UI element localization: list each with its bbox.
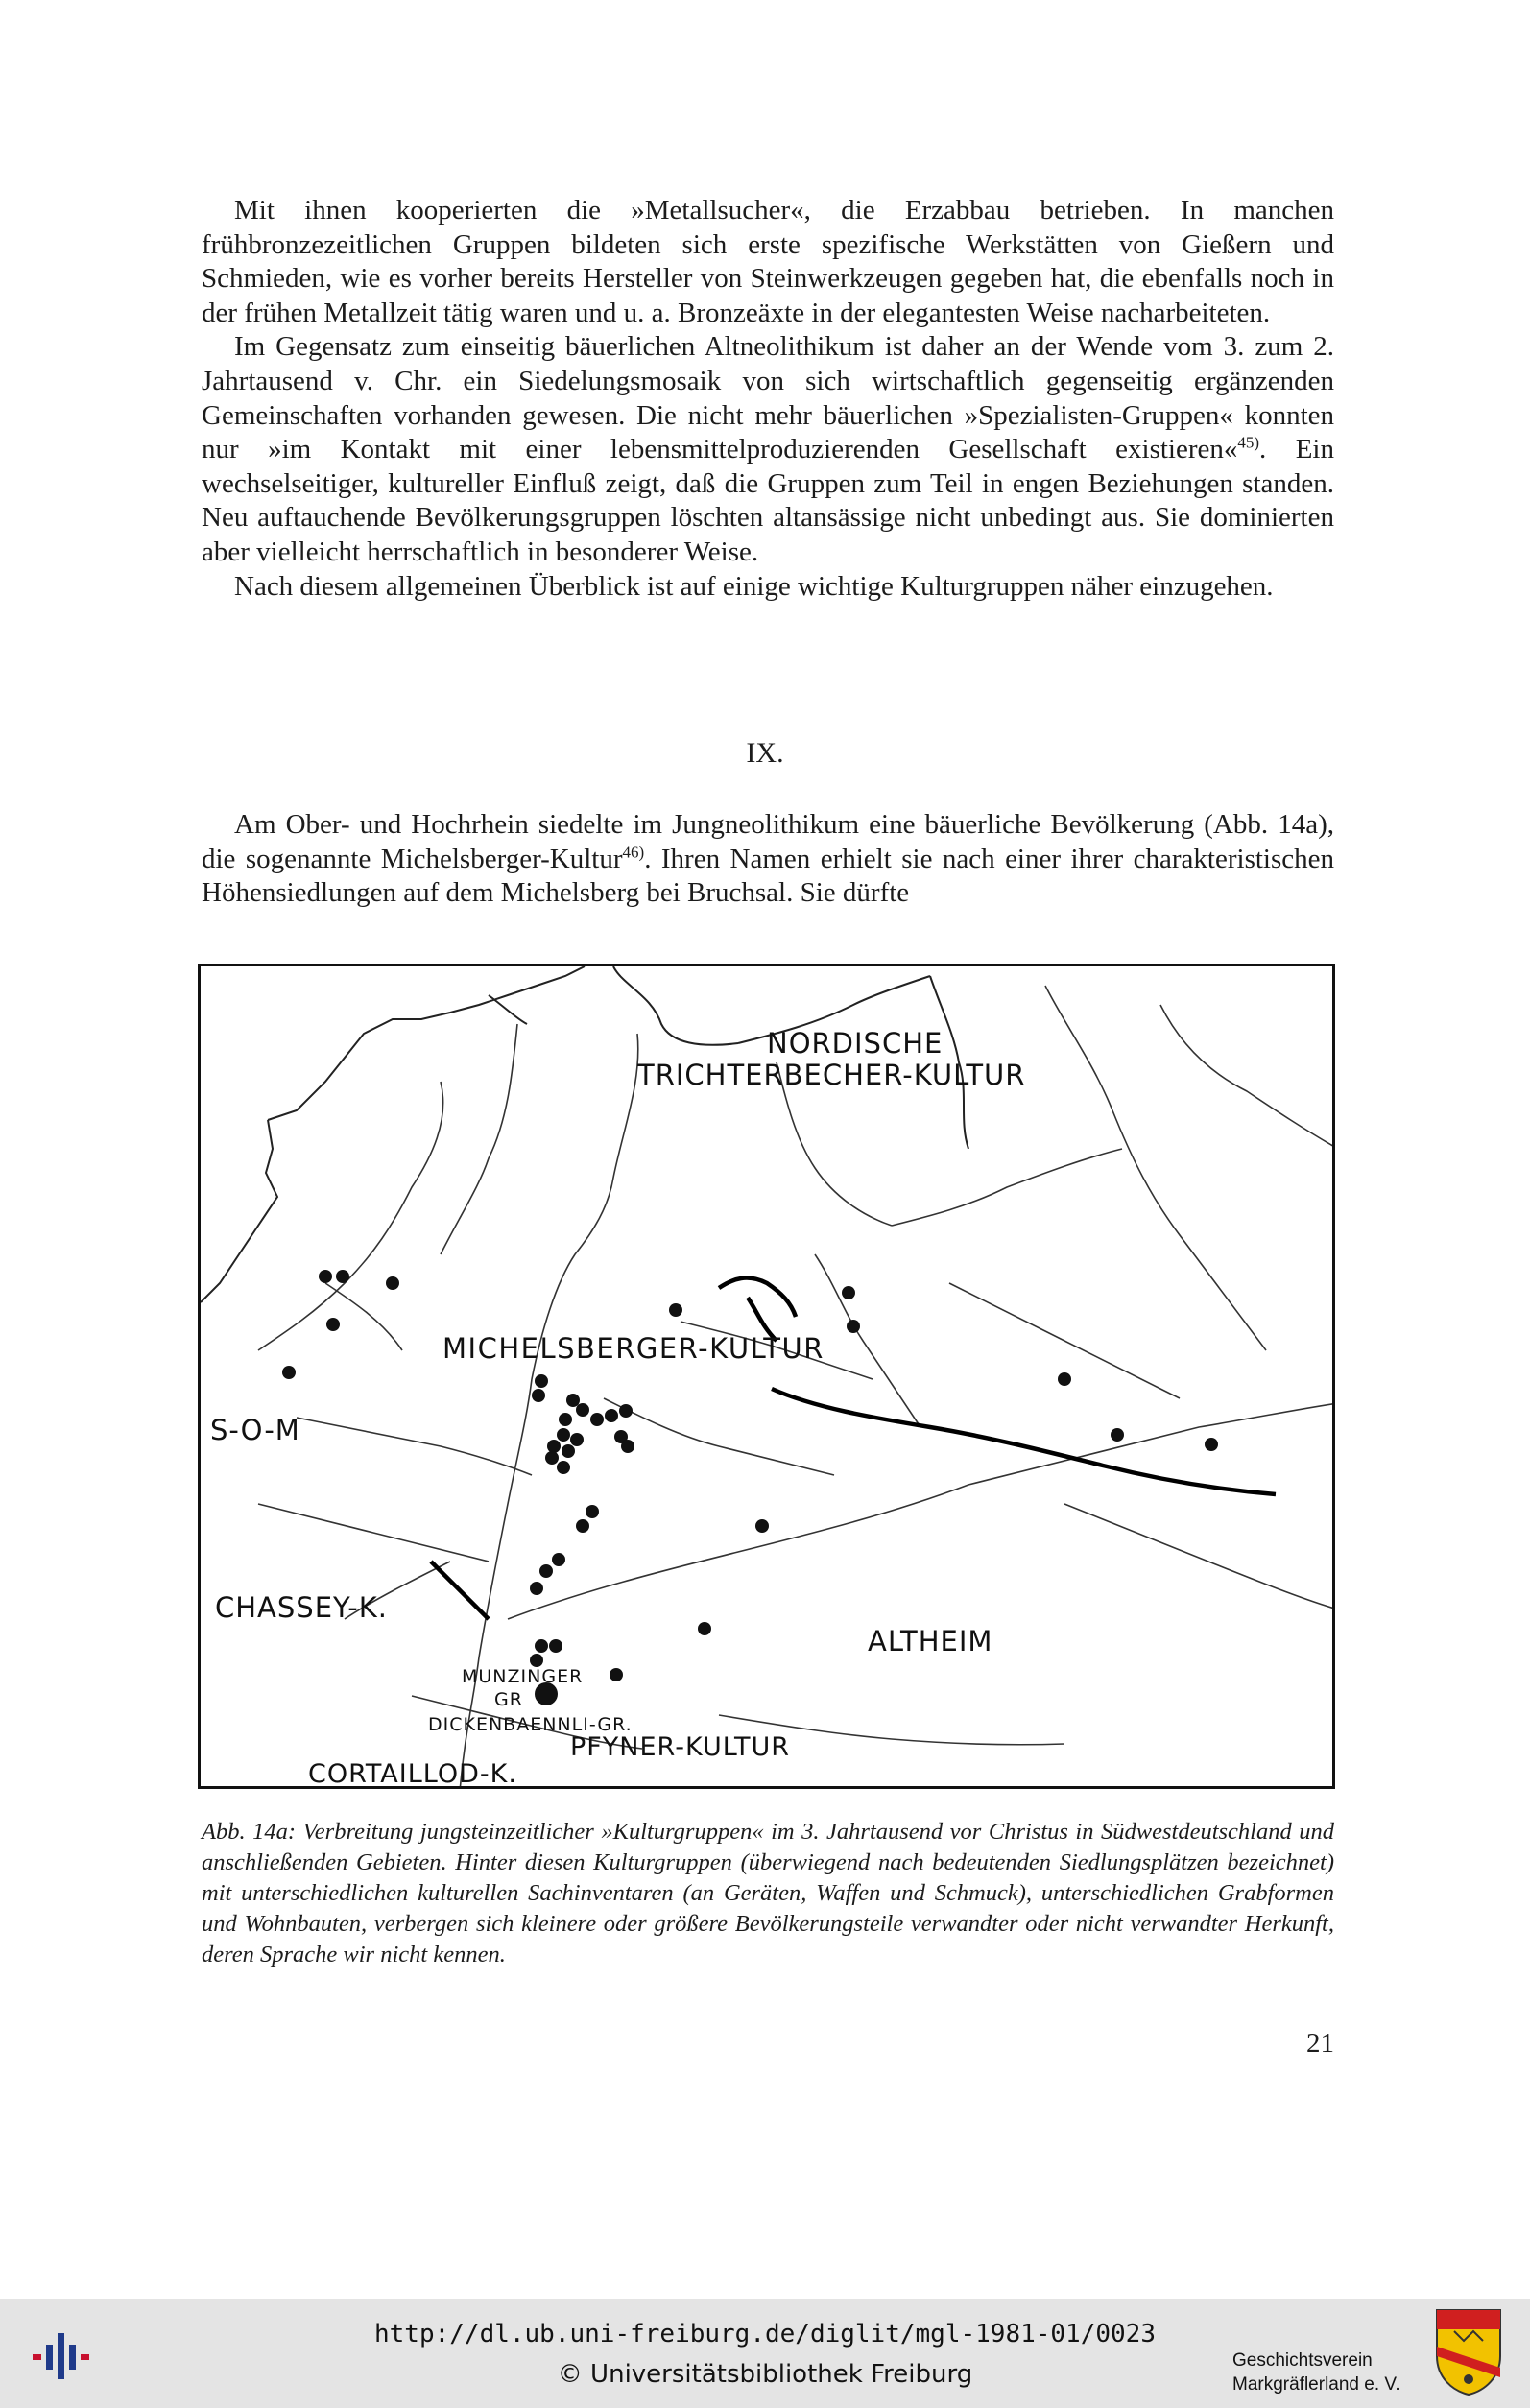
paragraph-1: Mit ihnen kooperierten die »Metallsucher«, die Erzabbau betrieben. In manchen frühbronzezeitlichen Gruppen bildeten sich erste spezifische Werkstätten von Gießern und Schmieden, wie es vorher bereits Hersteller von Steinwerkzeugen gegeben hat, die ebenfalls noch in der frühen Metallzeit tätig waren und u. a. Bronzeäxte in der elegantesten Weise nacharbeiteten. xyxy=(202,195,1334,328)
label-trichterbecher: TRICHTERBECHER-KULTUR xyxy=(637,1059,1026,1091)
map-rivers xyxy=(258,986,1335,1789)
label-nordische: NORDISCHE xyxy=(767,1027,944,1060)
coat-of-arms-icon xyxy=(1435,2308,1502,2396)
label-michelsberger: MICHELSBERGER-KULTUR xyxy=(442,1332,825,1365)
paragraph-2-text-b: . Ein wechselseitiger, kultureller Einfluß zeigt, daß die Gruppen zum Teil in engen Beziehungen standen. Neu auftauchende Bevölkerungsgruppen löschten altansässige nicht unbedingt aus. Sie dominierten aber vielleicht herrschaftlich in besonderer Weise. xyxy=(202,434,1334,567)
map-coastline xyxy=(201,966,968,1302)
footer-url-link[interactable]: http://dl.ub.uni-freiburg.de/diglit/mgl-1981-01/0023 xyxy=(374,2320,1156,2348)
footnote-ref-46: 46) xyxy=(622,842,645,861)
label-munzinger-gr: GR xyxy=(494,1689,523,1710)
label-cortaillod: CORTAILLOD-K. xyxy=(308,1759,517,1789)
footer-org-line-1: Geschichtsverein xyxy=(1232,2350,1373,2371)
footer-bar xyxy=(0,2299,1530,2408)
paragraph-3: Nach diesem allgemeinen Überblick ist auf einige wichtige Kulturgruppen näher einzugehen. xyxy=(234,570,1274,602)
paragraph-2 xyxy=(202,330,1334,569)
label-pfyner: PFYNER-KULTUR xyxy=(570,1732,791,1762)
page-number: 21 xyxy=(1306,2028,1334,2059)
footer-organization xyxy=(1232,2348,1424,2396)
label-chassey: CHASSEY-K. xyxy=(215,1591,389,1624)
paragraph-4 xyxy=(202,808,1334,911)
map-drawing xyxy=(201,966,1335,1789)
label-altheim: ALTHEIM xyxy=(868,1625,993,1657)
footer-org-line-2: Markgräflerland e. V. xyxy=(1232,2374,1400,2395)
body-text-top xyxy=(202,194,1334,604)
footnote-ref-45: 45) xyxy=(1237,433,1260,452)
paragraph-4-text-a: Am Ober- und Hochrhein siedelte im Jungneolithikum eine bäuerliche Bevölkerung (Abb. 14a), die sogenannte Michelsberger-Kultur xyxy=(202,809,1334,874)
culture-map-figure xyxy=(198,964,1335,1789)
paragraph-2-text-a: Im Gegensatz zum einseitig bäuerlichen Altneolithikum ist daher an der Wende vom 3. zum 2. Jahrtausend v. Chr. ein Siedelungsmosaik von sich wirtschaftlich gegenseitig ergänzenden Gemeinschaften vorhanden gewesen. Die nicht mehr bäuerlichen »Spezialisten-Gruppen« konnten nur »im Kontakt mit einer lebensmittelproduzierenden Gesellschaft existieren« xyxy=(202,331,1334,465)
footer-copyright: © Universitätsbibliothek Freiburg xyxy=(557,2360,973,2389)
label-dickenbaennli: DICKENBAENNLI-GR. xyxy=(428,1714,633,1735)
label-munzinger: MUNZINGER xyxy=(462,1666,584,1687)
section-heading: IX. xyxy=(746,737,784,769)
paragraph-4-text-b: . Ihren Namen erhielt sie nach einer ihrer charakteristischen Höhensiedlungen auf dem Michelsberg bei Bruchsal. Sie dürfte xyxy=(202,843,1334,909)
figure-caption: Abb. 14a: Verbreitung jungsteinzeitlicher »Kulturgruppen« im 3. Jahrtausend vor Christus in Südwestdeutschland und anschließenden Gebieten. Hinter diesen Kulturgruppen (überwiegend nach bedeutenden Siedlungsplätzen bezeichnet) mit unterschiedlichen kulturellen Sachinventaren (an Geräten, Waffen und Schmuck), unterschiedlichen Grabformen und Wohnbauten, verbergen sich kleinere oder größere Bevölkerungsteile verwandter oder nicht verwandter Herkunft, deren Sprache wir nicht kennen. xyxy=(202,1819,1334,1967)
label-som: S-O-M xyxy=(210,1414,300,1446)
body-text-bottom xyxy=(202,808,1334,911)
